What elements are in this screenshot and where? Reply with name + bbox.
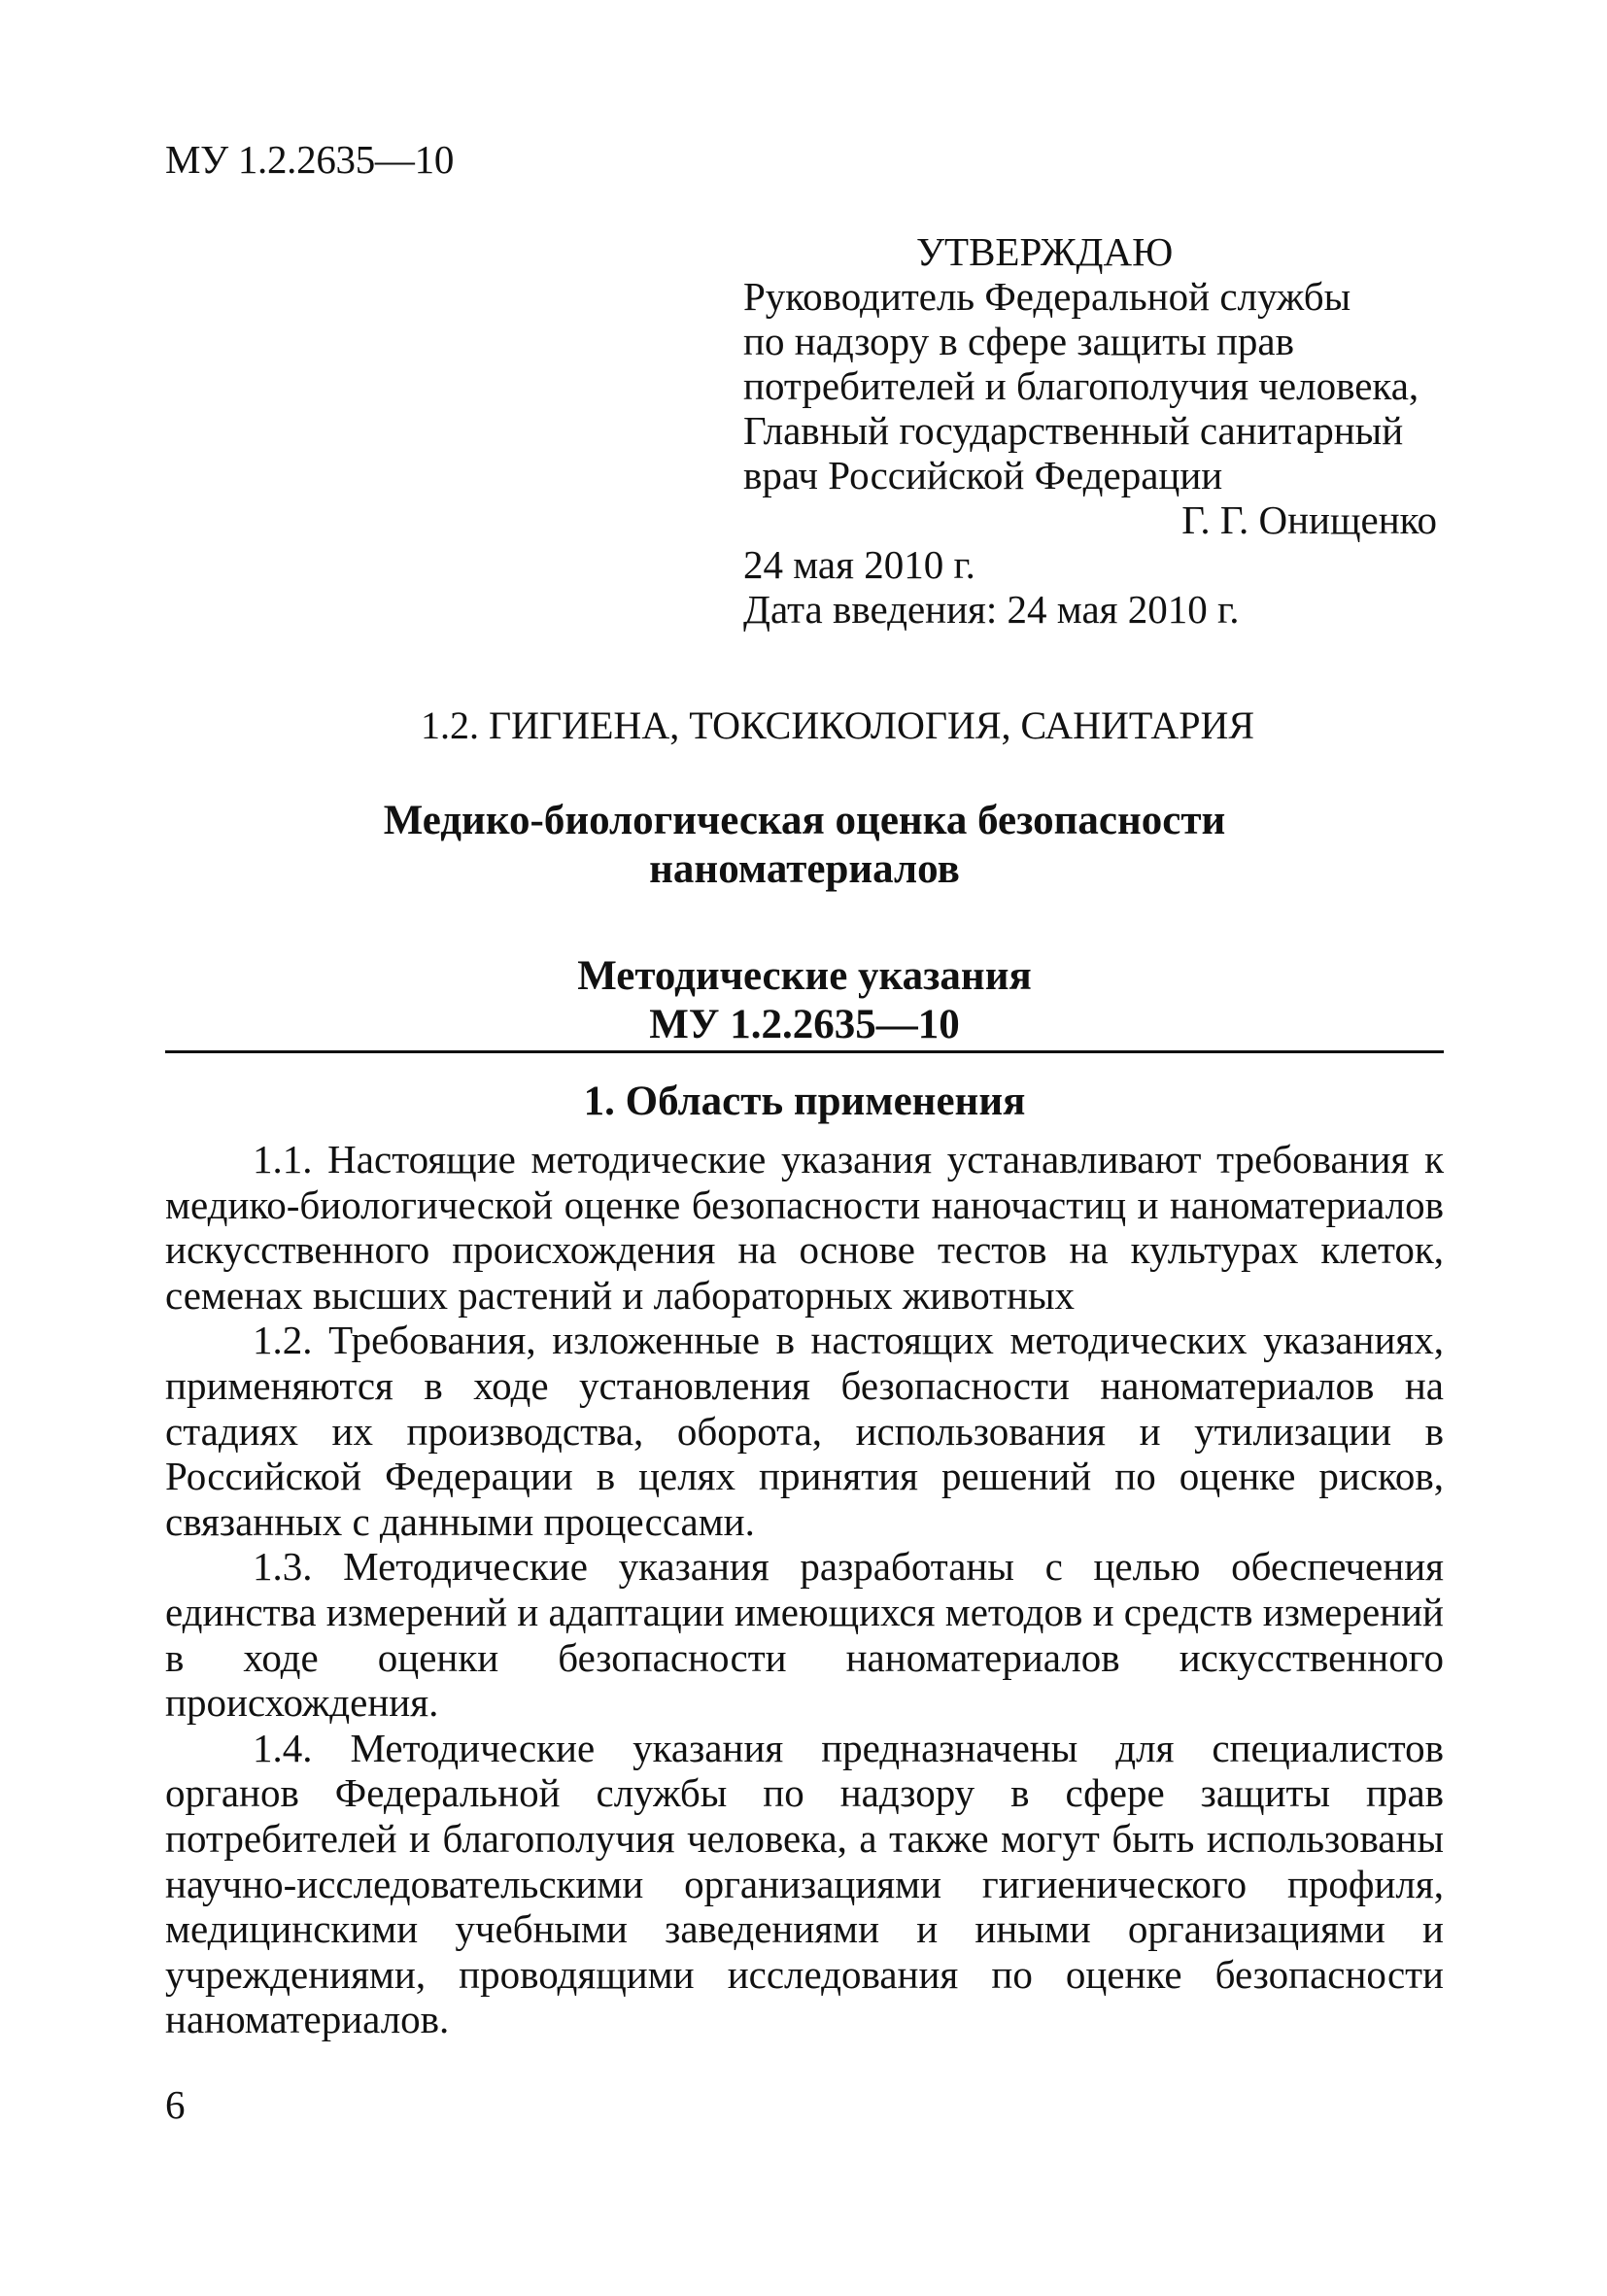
approval-position-line: потребителей и благополучия человека, bbox=[743, 363, 1419, 408]
approval-position-line: Руководитель Федеральной службы bbox=[743, 274, 1351, 319]
section-heading: 1. Область применения bbox=[583, 1079, 1026, 1124]
title-divider bbox=[165, 1050, 1444, 1053]
document-title-line: Медико-биологическая оценка безопасности bbox=[383, 798, 1226, 843]
approval-title: УТВЕРЖДАЮ bbox=[916, 229, 1174, 274]
approval-block bbox=[743, 229, 1443, 632]
section-body bbox=[165, 1137, 1444, 2042]
approval-position-line: по надзору в сфере защиты прав bbox=[743, 319, 1294, 363]
approval-signer: Г. Г. Онищенко bbox=[1181, 497, 1437, 542]
document-type: Методические указания bbox=[577, 953, 1032, 999]
paragraph: 1.1. Настоящие методические указания устанавливают требования к медико-биологической оценке безопасности наночастиц и наноматериалов искусственного происхождения на основе тестов на культурах клеток, семенах высших растений и лабораторных животных bbox=[165, 1137, 1444, 1318]
paragraph: 1.2. Требования, изложенные в настоящих методических указаниях, применяются в ходе установления безопасности наноматериалов на стадиях их производства, оборота, использования и утилизации в Российской Федерации в целях принятия решений по оценке рисков, связанных с данными процессами. bbox=[165, 1318, 1444, 1544]
document-code: МУ 1.2.2635—10 bbox=[649, 1002, 960, 1047]
page-number: 6 bbox=[165, 2082, 186, 2127]
document-subtitle bbox=[165, 952, 1444, 1049]
document-title-line: наноматериалов bbox=[649, 846, 960, 892]
paragraph: 1.3. Методические указания разработаны с целью обеспечения единства измерений и адаптации имеющихся методов и средств измерений в ходе оценки безопасности наноматериалов искусственного происхождения. bbox=[165, 1544, 1444, 1726]
approval-position-line: Главный государственный санитарный bbox=[743, 408, 1404, 453]
document-title bbox=[165, 797, 1444, 894]
approval-position-line: врач Российской Федерации bbox=[743, 453, 1223, 497]
approval-date: 24 мая 2010 г. bbox=[743, 542, 975, 587]
effective-date: Дата введения: 24 мая 2010 г. bbox=[743, 587, 1240, 632]
paragraph: 1.4. Методические указания предназначены для специалистов органов Федеральной службы по надзору в сфере защиты прав потребителей и благополучия человека, а также могут быть использованы научно-исследовательскими организациями гигиенического профиля, медицинскими учебными заведениями и иными организациями и учреждениями, проводящими исследования по оценке безопасности наноматериалов. bbox=[165, 1725, 1444, 2042]
section-code: 1.2. ГИГИЕНА, ТОКСИКОЛОГИЯ, САНИТАРИЯ bbox=[420, 703, 1255, 747]
doc-code-header: МУ 1.2.2635—10 bbox=[165, 137, 455, 182]
